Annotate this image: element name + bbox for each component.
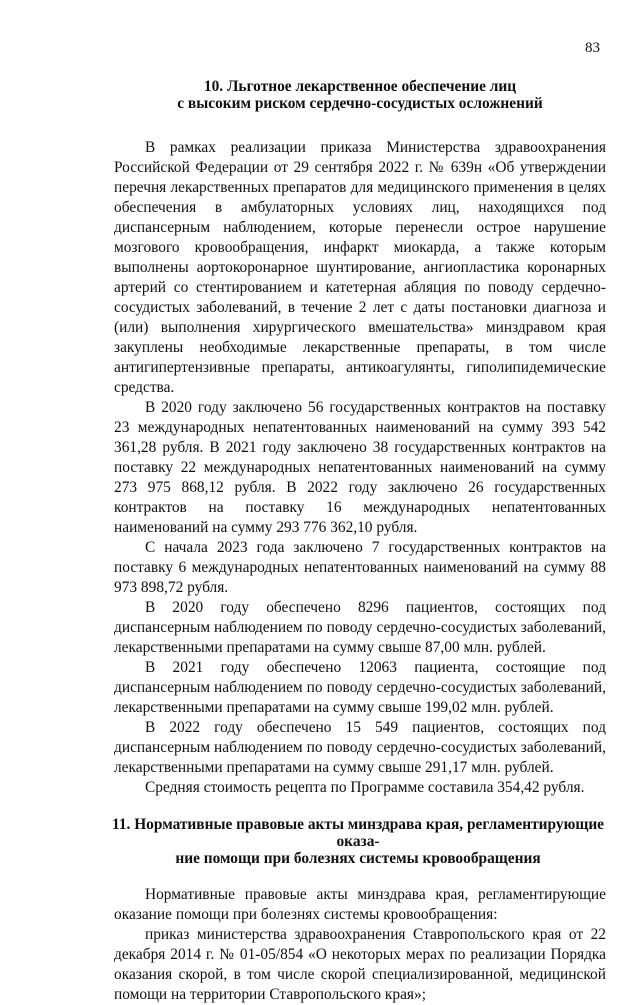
paragraph: Средняя стоимость рецепта по Программе составила 354,42 рубля. bbox=[145, 779, 585, 796]
paragraph: В рамках реализации приказа Министерства здравоохранения Российской Федерации от 29 сентября 2022 г. № 639н «Об утверждении перечня лекарственных препаратов для медицинского применения в целях обеспечения в амбулаторных условиях лиц, находящихся под диспансерным наблюдением, которые перенесли острое нарушение мозгового кровообращения, инфаркт миокарда, а также которым выполнены аортокоронарное шунтирование, ангиопластика коронарных артерий со стентированием и катетерная абляция по поводу сердечно-сосудистых заболеваний, в течение 2 лет с даты постановки диагноза и (или) выполнения хирургического вмешательства» минздравом края закуплены необходимые лекарственные препараты, в том числе антигипертензивные препараты, антикоагулянты, гиполипидемические средства. bbox=[114, 139, 606, 396]
section-10-heading-line-2: с высоким риском сердечно-сосудистых осложнений bbox=[177, 95, 543, 112]
paragraph: В 2021 году обеспечено 12063 пациента, состоящие под диспансерным наблюдением по поводу сердечно-сосудистых заболеваний, лекарственными препаратами на сумму свыше 199,02 млн. рублей. bbox=[114, 659, 606, 716]
paragraph: В 2020 году заключено 56 государственных контрактов на поставку 23 международных непатентованных наименований на сумму 393 542 361,28 рубля. В 2021 году заключено 38 государственных контрактов на поставку 22 международных непатентованных наименований на сумму 273 975 868,12 рубля. В 2022 году заключено 26 государственных контрактов на поставку 16 международных непатентованных наименований на сумму 293 776 362,10 рубля. bbox=[114, 399, 606, 536]
paragraph: Нормативные правовые акты минздрава края, регламентирующие оказание помощи при болезнях системы кровообращения: bbox=[114, 886, 606, 923]
page-number: 83 bbox=[585, 40, 600, 56]
section-10-heading bbox=[114, 78, 606, 112]
section-11-heading bbox=[100, 816, 616, 867]
section-11-heading-line-1: 11. Нормативные правовые акты минздрава края, регламентирующие оказа- bbox=[111, 816, 605, 850]
paragraph: С начала 2023 года заключено 7 государственных контрактов на поставку 6 международных непатентованных наименований на сумму 88 973 898,72 рубля. bbox=[114, 539, 606, 596]
section-10-body bbox=[114, 138, 606, 798]
paragraph: приказ министерства здравоохранения Ставропольского края от 22 декабря 2014 г. № 01-05/854 «О некоторых мерах по реализации Порядка оказания скорой, в том числе скорой специализированной, медицинской помощи на территории Ставропольского края»; bbox=[114, 926, 606, 1003]
page-content bbox=[111, 78, 606, 1005]
paragraph: В 2020 году обеспечено 8296 пациентов, состоящих под диспансерным наблюдением по поводу сердечно-сосудистых заболеваний, лекарственными препаратами на сумму свыше 87,00 млн. рублей. bbox=[114, 599, 606, 656]
paragraph: В 2022 году обеспечено 15 549 пациентов, состоящих под диспансерным наблюдением по поводу сердечно-сосудистых заболеваний, лекарственными препаратами на сумму свыше 291,17 млн. рублей. bbox=[114, 719, 606, 776]
section-10-heading-line-1: 10. Льготное лекарственное обеспечение лиц bbox=[203, 78, 517, 95]
section-11-heading-line-2: ние помощи при болезнях системы кровообращения bbox=[175, 850, 541, 867]
section-11-body bbox=[114, 885, 606, 1005]
